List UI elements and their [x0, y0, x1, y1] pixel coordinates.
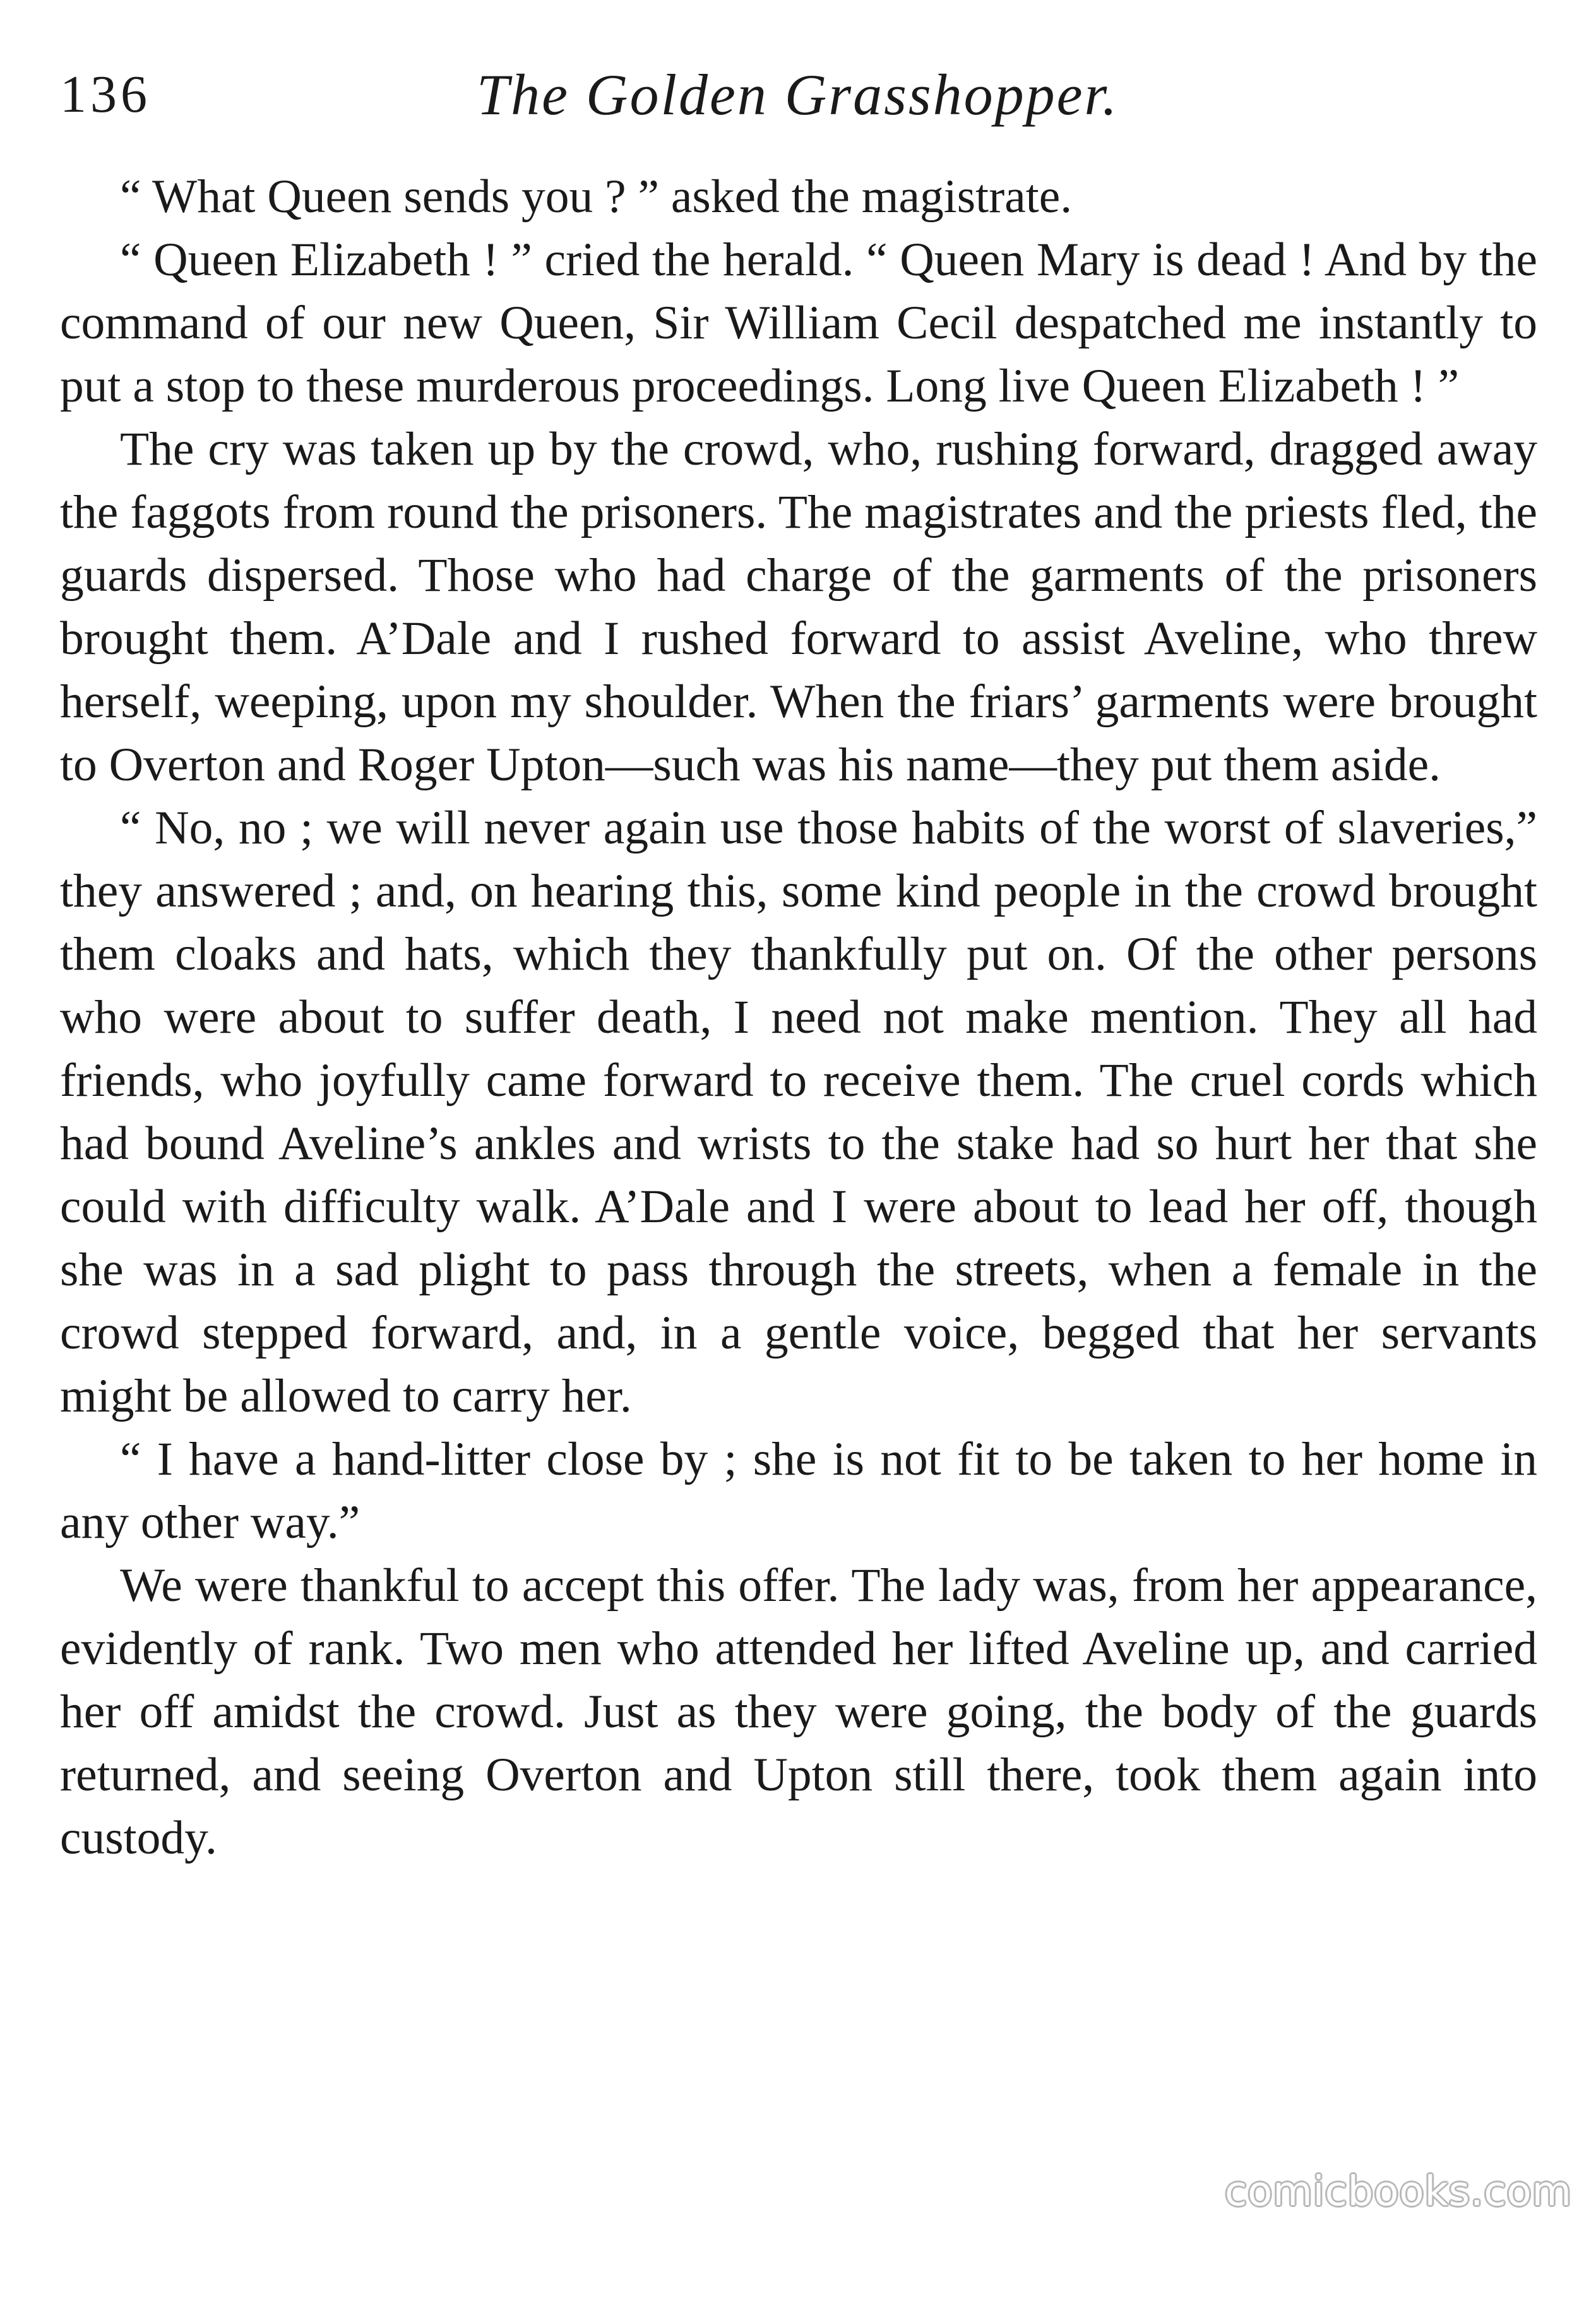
body-text: [60, 165, 1537, 1870]
paragraph-the-cry: The cry was taken up by the crowd, who, rushing forward, dragged away the faggots from round the prisoners. The magistrates and the priests fled, the guards dispersed. Those who had charge of the garments of the prisoners brought them. A’Dale and I rushed forward to assist Aveline, who threw herself, weeping, upon my shoulder. When the friars’ garments were brought to Overton and Roger Upton—such was his name—they put them aside.: [60, 423, 1537, 791]
paragraph-we-were-thankful: We were thankful to accept this offer. The lady was, from her appearance, evidently of rank. Two men who attended her lifted Aveline up, and carried her off amidst the crowd. Just as they were going, the body of the guards returned, and seeing Overton and Upton still there, took them again into custody.: [60, 1559, 1537, 1864]
watermark: comicbooks.com: [1224, 2168, 1572, 2215]
page-number: 136: [60, 65, 151, 124]
running-head: [60, 57, 1531, 133]
running-title: The Golden Grasshopper.: [477, 62, 1119, 127]
paragraph-what-queen: “ What Queen sends you ? ” asked the magistrate.: [120, 170, 1073, 223]
paragraph-no-no: “ No, no ; we will never again use those habits of the worst of slaveries,” they answered ; and, on hearing this, some kind people in the crowd brought them cloaks and hats, which they thankfully put on. Of the other persons who were about to suffer death, I need not make mention. They all had friends, who joyfully came forward to receive them. The cruel cords which had bound Aveline’s ankles and wrists to the stake had so hurt her that she could with difficulty walk. A’Dale and I were about to lead her off, though she was in a sad plight to pass through the streets, when a female in the crowd stepped forward, and, in a gentle voice, begged that her servants might be allowed to carry her.: [60, 802, 1537, 1422]
paragraph-queen-elizabeth: “ Queen Elizabeth ! ” cried the herald. “ Queen Mary is dead ! And by the command of our new Queen, Sir William Cecil despatched me instantly to put a stop to these murderous proceedings. Long live Queen Elizabeth ! ”: [60, 234, 1537, 412]
paragraph-hand-litter: “ I have a hand-litter close by ; she is not fit to be taken to her home in any other way.”: [60, 1433, 1537, 1549]
